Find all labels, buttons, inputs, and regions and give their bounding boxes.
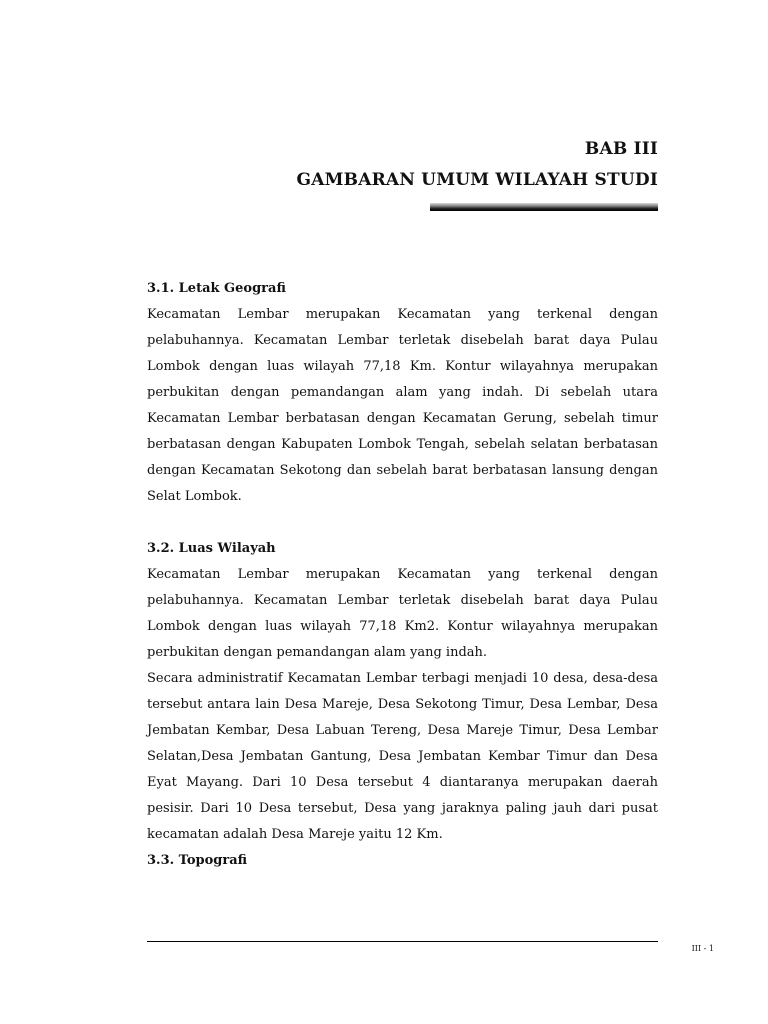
paragraph-luas-wilayah-2: Secara administratif Kecamatan Lembar terbagi menjadi 10 desa, desa-desa tersebut antara lain Desa Mareje, Desa Sekotong Timur, Desa Lembar, Desa Jembatan Kembar, Desa Labuan Tereng, Desa Mareje Timur, Desa Lembar Selatan,Desa Jembatan Gantung, Desa Jembatan Kembar Timur dan Desa Eyat Mayang. Dari 10 Desa tersebut 4 diantaranya merupakan daerah pesisir. Dari 10 Desa tersebut, Desa yang jaraknya paling jauh dari pusat kecamatan adalah Desa Mareje yaitu 12 Km. [147, 671, 658, 842]
page-number: III - 1 [691, 944, 714, 953]
section-heading-luas-wilayah: 3.2. Luas Wilayah [147, 541, 276, 556]
paragraph-letak-geografi: Kecamatan Lembar merupakan Kecamatan yang terkenal dengan pelabuhannya. Kecamatan Lembar terletak disebelah barat daya Pulau Lombok dengan luas wilayah 77,18 Km. Kontur wilayahnya merupakan perbukitan dengan pemandangan alam yang indah. Di sebelah utara Kecamatan Lembar berbatasan dengan Kecamatan Gerung, sebelah timur berbatasan dengan Kabupaten Lombok Tengah, sebelah selatan berbatasan dengan Kecamatan Sekotong dan sebelah barat berbatasan lansung dengan Selat Lombok. [147, 307, 658, 504]
chapter-number: BAB III [584, 139, 658, 159]
section-heading-letak-geografi: 3.1. Letak Geografi [147, 281, 286, 296]
title-underline-bar [430, 203, 658, 211]
section-spacer [147, 510, 658, 536]
paragraph-luas-wilayah-1: Kecamatan Lembar merupakan Kecamatan yang terkenal dengan pelabuhannya. Kecamatan Lembar terletak disebelah barat daya Pulau Lombok dengan luas wilayah 77,18 Km2. Kontur wilayahnya merupakan perbukitan dengan pemandangan alam yang indah. [147, 567, 658, 660]
footer-rule [147, 941, 658, 942]
section-heading-topografi: 3.3. Topografi [147, 853, 248, 868]
document-body [147, 276, 658, 874]
chapter-title: GAMBARAN UMUM WILAYAH STUDI [296, 170, 658, 190]
